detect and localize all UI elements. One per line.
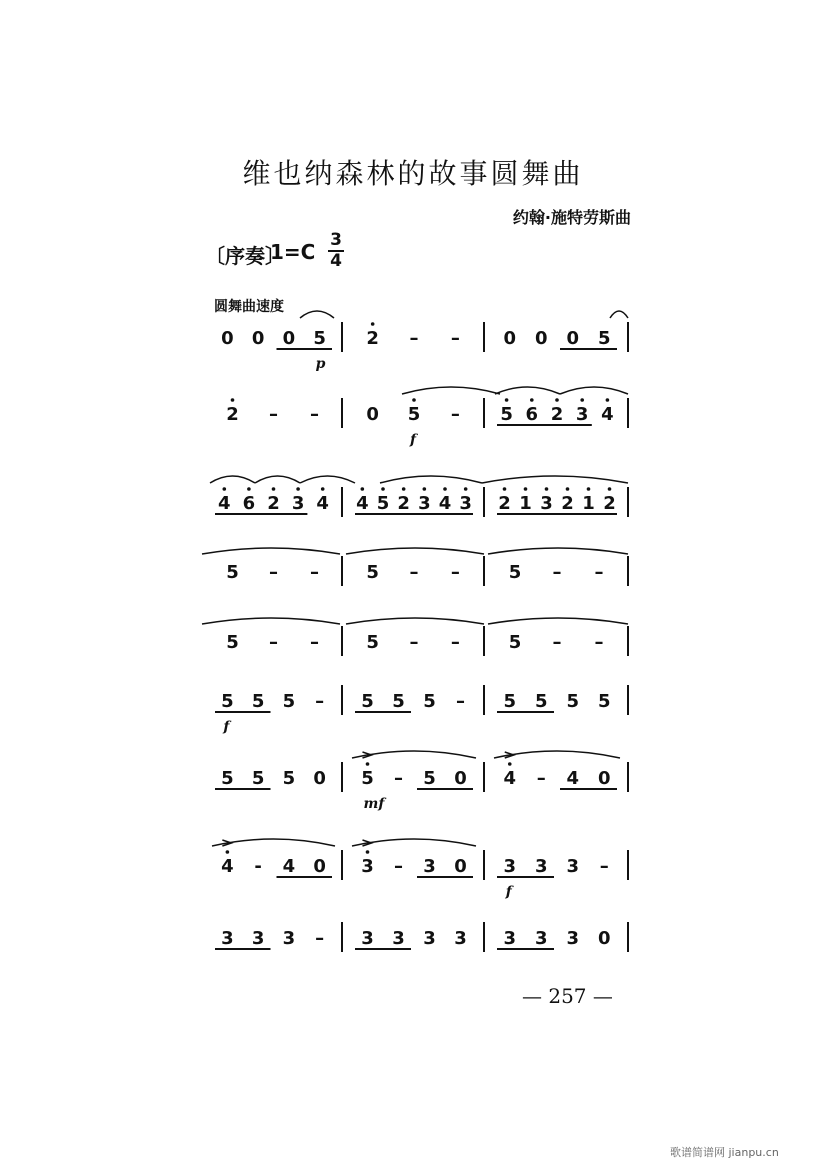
note: 2 bbox=[366, 328, 379, 349]
octave-dot bbox=[508, 762, 512, 766]
dynamic-marking: f bbox=[505, 884, 512, 900]
note: – bbox=[315, 928, 325, 949]
note: 5 bbox=[508, 562, 522, 583]
note: 0 bbox=[313, 856, 326, 877]
note: 5 bbox=[366, 562, 379, 583]
note: 5 bbox=[508, 632, 522, 653]
note: 3 bbox=[575, 404, 589, 425]
slur bbox=[255, 476, 300, 483]
note: 5 bbox=[366, 632, 379, 653]
note: – bbox=[456, 691, 465, 712]
note: 3 bbox=[534, 928, 548, 949]
note: – bbox=[394, 856, 403, 877]
note: 5 bbox=[407, 404, 421, 425]
note: 0 bbox=[313, 768, 326, 789]
note: 3 bbox=[454, 928, 467, 949]
slur bbox=[300, 311, 334, 318]
slur bbox=[346, 618, 484, 624]
note: 4 bbox=[356, 493, 369, 514]
note: 5 bbox=[226, 562, 239, 583]
slur bbox=[494, 751, 620, 758]
note: 0 bbox=[566, 328, 580, 349]
note: 5 bbox=[597, 328, 611, 349]
note: 3 bbox=[503, 856, 517, 877]
slur bbox=[482, 476, 628, 483]
octave-dot bbox=[371, 322, 375, 326]
slur bbox=[495, 387, 560, 394]
note: 4 bbox=[221, 856, 234, 877]
note: – bbox=[450, 404, 460, 425]
octave-dot bbox=[402, 487, 406, 491]
note: 1 bbox=[519, 493, 532, 514]
note: 4 bbox=[503, 768, 517, 789]
slur bbox=[488, 548, 628, 554]
dynamic-marking: p bbox=[315, 356, 326, 372]
note: 5 bbox=[251, 691, 265, 712]
note: 5 bbox=[251, 768, 265, 789]
octave-dot bbox=[381, 487, 385, 491]
note: 4 bbox=[438, 493, 452, 514]
octave-dot bbox=[423, 487, 427, 491]
note: 3 bbox=[534, 856, 548, 877]
note: 6 bbox=[525, 404, 539, 425]
note: 5 bbox=[597, 691, 611, 712]
note: 2 bbox=[397, 493, 410, 514]
note: 4 bbox=[282, 856, 296, 877]
octave-dot bbox=[361, 487, 365, 491]
note: 5 bbox=[566, 691, 580, 712]
octave-dot bbox=[524, 487, 528, 491]
slur bbox=[560, 387, 628, 394]
note: 5 bbox=[392, 691, 405, 712]
note: 0 bbox=[534, 328, 548, 349]
note: 0 bbox=[282, 328, 296, 349]
octave-dot bbox=[231, 398, 235, 402]
note: – bbox=[552, 562, 562, 583]
slur bbox=[352, 839, 476, 846]
time-signature-bottom: 4 bbox=[330, 251, 342, 271]
note: 2 bbox=[561, 493, 574, 514]
note: 5 bbox=[282, 768, 296, 789]
note: – bbox=[552, 632, 562, 653]
octave-dot bbox=[587, 487, 591, 491]
note: 0 bbox=[597, 768, 611, 789]
slur bbox=[202, 618, 340, 624]
dynamic-marking: f bbox=[223, 719, 230, 735]
note: 3 bbox=[423, 856, 436, 877]
note: 5 bbox=[221, 691, 234, 712]
note: 2 bbox=[267, 493, 280, 514]
note: – bbox=[450, 632, 460, 653]
note: 3 bbox=[291, 493, 305, 514]
time-signature-top: 3 bbox=[330, 230, 342, 250]
note: 3 bbox=[361, 856, 374, 877]
octave-dot bbox=[226, 850, 230, 854]
note: 0 bbox=[597, 928, 611, 949]
note: 0 bbox=[251, 328, 265, 349]
note: – bbox=[409, 328, 419, 349]
note: 3 bbox=[282, 928, 296, 949]
note: 0 bbox=[366, 404, 379, 425]
note: – bbox=[315, 691, 325, 712]
slur bbox=[346, 548, 484, 554]
note: 3 bbox=[459, 493, 472, 514]
slur bbox=[380, 476, 482, 483]
octave-dot bbox=[545, 487, 549, 491]
note: – bbox=[409, 632, 419, 653]
tempo-marking: 圆舞曲速度 bbox=[214, 299, 284, 315]
note: 4 bbox=[601, 404, 614, 425]
dynamic-marking: f bbox=[410, 432, 417, 448]
slur bbox=[402, 387, 500, 394]
octave-dot bbox=[580, 398, 584, 402]
note: 3 bbox=[503, 928, 517, 949]
slur bbox=[212, 839, 335, 846]
octave-dot bbox=[606, 398, 610, 402]
octave-dot bbox=[555, 398, 559, 402]
note: 3 bbox=[540, 493, 553, 514]
octave-dot bbox=[366, 762, 370, 766]
octave-dot bbox=[443, 487, 447, 491]
note: 5 bbox=[361, 691, 374, 712]
dynamic-marking: mf bbox=[363, 796, 385, 812]
note: 5 bbox=[423, 768, 436, 789]
page-number: — 257 — bbox=[522, 984, 613, 1008]
note: 2 bbox=[550, 404, 564, 425]
note: – bbox=[409, 562, 419, 583]
note: 0 bbox=[454, 768, 467, 789]
note: – bbox=[594, 562, 604, 583]
note: 5 bbox=[282, 691, 296, 712]
note: 4 bbox=[218, 493, 231, 514]
slur bbox=[352, 751, 476, 758]
note: 3 bbox=[361, 928, 374, 949]
note: 0 bbox=[454, 856, 467, 877]
note: 5 bbox=[221, 768, 234, 789]
note: 2 bbox=[603, 493, 616, 514]
octave-dot bbox=[505, 398, 509, 402]
note: – bbox=[450, 562, 460, 583]
note: 4 bbox=[566, 768, 580, 789]
note: 5 bbox=[534, 691, 548, 712]
note: 2 bbox=[226, 404, 239, 425]
note: 5 bbox=[500, 404, 513, 425]
octave-dot bbox=[566, 487, 570, 491]
note: – bbox=[310, 562, 319, 583]
note: – bbox=[269, 562, 278, 583]
note: 3 bbox=[423, 928, 436, 949]
note: – bbox=[310, 404, 319, 425]
note: – bbox=[450, 328, 460, 349]
note: 5 bbox=[503, 691, 517, 712]
note: - bbox=[254, 856, 262, 877]
slur bbox=[210, 476, 255, 483]
note: – bbox=[310, 632, 319, 653]
slur bbox=[488, 618, 628, 624]
slur bbox=[300, 476, 355, 483]
octave-dot bbox=[366, 850, 370, 854]
note: 5 bbox=[313, 328, 326, 349]
note: 5 bbox=[376, 493, 390, 514]
note: 0 bbox=[503, 328, 517, 349]
note: 3 bbox=[566, 856, 580, 877]
watermark: 歌谱简谱网 jianpu.cn bbox=[670, 1146, 779, 1159]
octave-dot bbox=[464, 487, 468, 491]
note: – bbox=[394, 768, 403, 789]
slur bbox=[610, 311, 628, 318]
octave-dot bbox=[272, 487, 276, 491]
note: 3 bbox=[566, 928, 580, 949]
intro-label: 〔序奏〕 bbox=[205, 244, 285, 268]
note: 2 bbox=[498, 493, 511, 514]
note: 5 bbox=[361, 768, 374, 789]
note: 5 bbox=[226, 632, 239, 653]
note: 3 bbox=[418, 493, 431, 514]
note: – bbox=[536, 768, 546, 789]
note: 5 bbox=[423, 691, 436, 712]
octave-dot bbox=[530, 398, 534, 402]
octave-dot bbox=[247, 487, 251, 491]
composer-credit: 约翰·施特劳斯曲 bbox=[512, 208, 631, 227]
octave-dot bbox=[223, 487, 227, 491]
note: – bbox=[594, 632, 604, 653]
note: 6 bbox=[242, 493, 256, 514]
octave-dot bbox=[412, 398, 416, 402]
octave-dot bbox=[296, 487, 300, 491]
note: – bbox=[599, 856, 609, 877]
octave-dot bbox=[608, 487, 612, 491]
note: 0 bbox=[221, 328, 234, 349]
note: – bbox=[269, 404, 278, 425]
key-signature: 1=C bbox=[270, 240, 316, 264]
note: 3 bbox=[221, 928, 234, 949]
note: 4 bbox=[316, 493, 329, 514]
note: 3 bbox=[392, 928, 405, 949]
octave-dot bbox=[321, 487, 325, 491]
note: – bbox=[269, 632, 278, 653]
slur bbox=[202, 548, 340, 554]
note: 3 bbox=[251, 928, 265, 949]
octave-dot bbox=[503, 487, 507, 491]
note: 1 bbox=[582, 493, 595, 514]
page-title: 维也纳森林的故事圆舞曲 bbox=[242, 157, 584, 190]
